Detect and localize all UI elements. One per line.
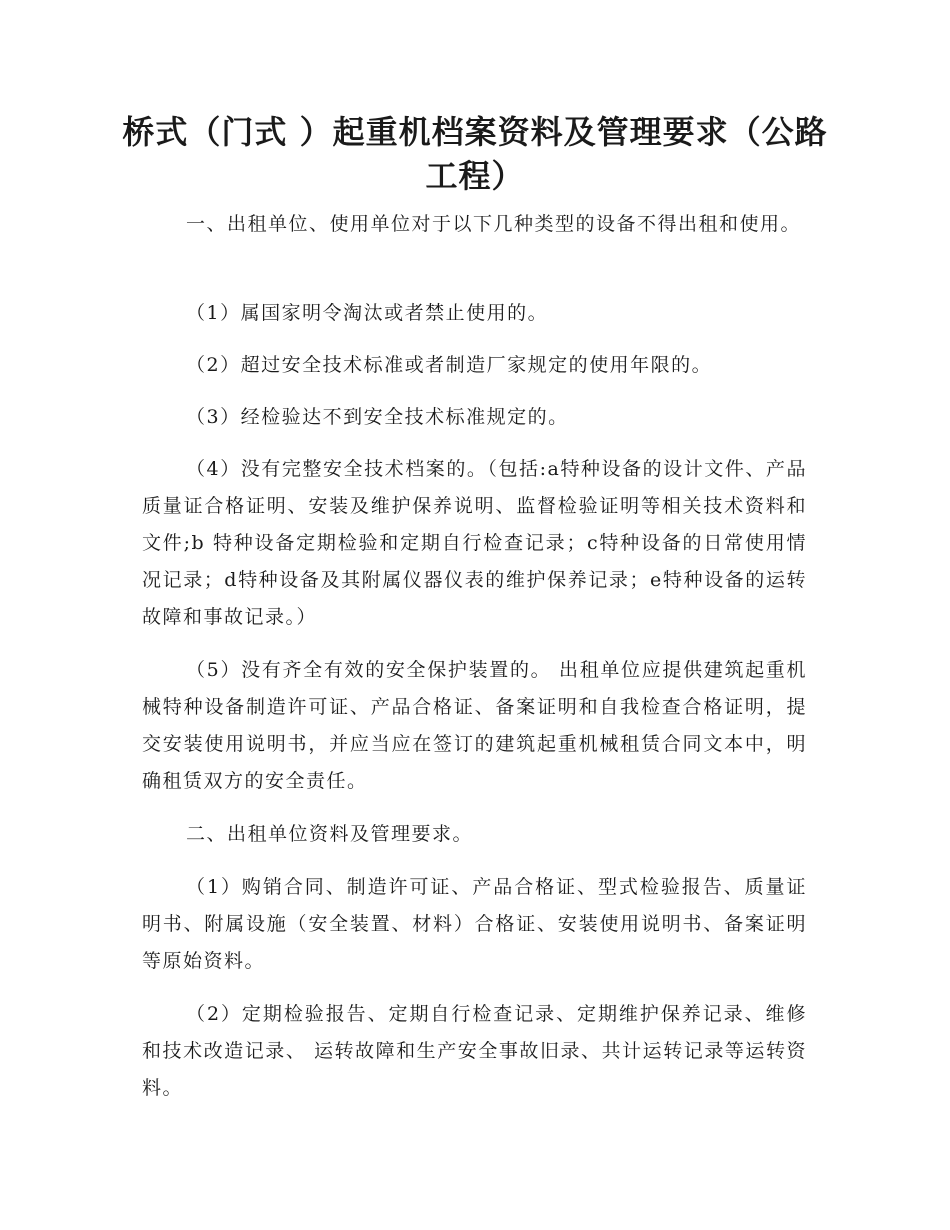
paragraph-item-1: （1）属国家明令淘汰或者禁止使用的。 <box>186 302 549 324</box>
paragraph-item-2: （2）超过安全技术标准或者制造厂家规定的使用年限的。 <box>186 354 713 376</box>
paragraph-section-2-item-1: （1）购销合同、制造许可证、产品合格证、型式检验报告、质量证明书、附属设施（安全装置、材料）合格证、安装使用说明书、备案证明等原始资料。 <box>142 876 807 972</box>
paragraph-item-5: （5）没有齐全有效的安全保护装置的。 出租单位应提供建筑起重机械特种设备制造许可证、产品合格证、备案证明和自我检查合格证明，提交安装使用说明书，并应当应在签订的建筑起重机械租赁合同文本中，明确租赁双方的安全责任。 <box>142 659 807 792</box>
paragraph-item-3: （3）经检验达不到安全技术标准规定的。 <box>186 406 569 428</box>
paragraph-section-2-item-2: （2）定期检验报告、定期自行检查记录、定期维护保养记录、维修和技术改造记录、 运转故障和生产安全事故旧录、共计运转记录等运转资料。 <box>142 1003 807 1099</box>
document-title: 桥式（门式 ）起重机档案资料及管理要求（公路工程） <box>122 113 828 195</box>
paragraph-section-2-heading: 二、出租单位资料及管理要求。 <box>186 823 474 845</box>
paragraph-item-4: （4）没有完整安全技术档案的。（包括:a特种设备的设计文件、产品质量证合格证明、安装及维护保养说明、监督检验证明等相关技术资料和文件;b 特种设备定期检验和定期自行检查记录；c特种设备的日常使用情况记录；d特种设备及其附属仪器仪表的维护保养记录；e特种设备的运转故障和事故记录。） <box>142 458 807 628</box>
paragraph-section-1-intro: 一、出租单位、使用单位对于以下几种类型的设备不得出租和使用。 <box>186 213 802 235</box>
